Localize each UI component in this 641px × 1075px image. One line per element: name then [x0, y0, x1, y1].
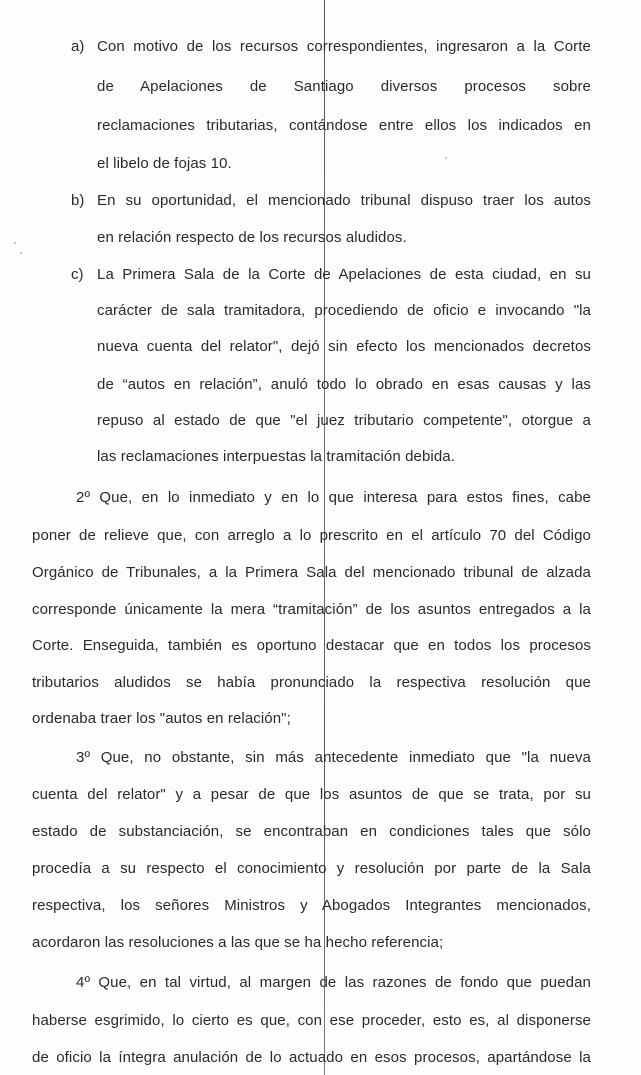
text-line: reclamaciones tributarias, contándose entre ellos los indicados en	[97, 117, 591, 134]
text-line: poner de relieve que, con arreglo a lo prescrito en el artículo 70 del Código	[32, 527, 591, 544]
text-line: cuenta del relator" y a pesar de que los asuntos de que se trata, por su	[32, 786, 591, 803]
text-line: carácter de sala tramitadora, procediendo de oficio e invocando "la	[97, 302, 591, 319]
text-line: el libelo de fojas 10.	[97, 155, 232, 172]
text-line: nueva cuenta del relator", dejó sin efecto los mencionados decretos	[97, 338, 591, 355]
text-line: estado de substanciación, se encontraban en condiciones tales que sólo	[32, 823, 591, 840]
text-line: de “autos en relación”, anuló todo lo obrado en esas causas y las	[97, 376, 591, 393]
text-line: haberse esgrimido, lo cierto es que, con ese proceder, esto es, al disponerse	[32, 1012, 591, 1029]
text-line: La Primera Sala de la Corte de Apelaciones de esta ciudad, en su	[97, 266, 591, 283]
list-marker: c)	[71, 266, 84, 283]
text-line: Orgánico de Tribunales, a la Primera Sala del mencionado tribunal de alzada	[32, 564, 591, 581]
scan-speck	[14, 242, 16, 244]
list-marker: a)	[71, 38, 85, 55]
text-line: procedía a su respecto el conocimiento y resolución por parte de la Sala	[32, 860, 591, 877]
text-line: respectiva, los señores Ministros y Abogados Integrantes mencionados,	[32, 897, 591, 914]
text-line: En su oportunidad, el mencionado tribunal dispuso traer los autos	[97, 192, 591, 209]
scan-speck	[445, 157, 447, 159]
text-line: 3º Que, no obstante, sin más antecedente inmediato que "la nueva	[76, 749, 591, 766]
text-line: repuso al estado de que "el juez tributario competente", otorgue a	[97, 412, 591, 429]
text-line: 2º Que, en lo inmediato y en lo que interesa para estos fines, cabe	[76, 489, 591, 506]
text-line: de Apelaciones de Santiago diversos procesos sobre	[97, 78, 591, 95]
text-line: en relación respecto de los recursos aludidos.	[97, 229, 407, 246]
scan-speck	[20, 252, 22, 254]
text-line: corresponde únicamente la mera “tramitación” de los asuntos entregados a la	[32, 601, 591, 618]
text-line: acordaron las resoluciones a las que se ha hecho referencia;	[32, 934, 444, 951]
text-line: ordenaba traer los "autos en relación";	[32, 710, 291, 727]
text-line: 4º Que, en tal virtud, al margen de las razones de fondo que puedan	[76, 974, 591, 991]
text-line: tributarios aludidos se había pronunciado la respectiva resolución que	[32, 674, 591, 691]
text-line: de oficio la íntegra anulación de lo actuado en esos procesos, apartándose la	[32, 1049, 591, 1066]
text-line: las reclamaciones interpuestas la tramitación debida.	[97, 448, 455, 465]
list-marker: b)	[71, 192, 85, 209]
text-line: Con motivo de los recursos correspondientes, ingresaron a la Corte	[97, 38, 591, 55]
text-line: Corte. Enseguida, también es oportuno destacar que en todos los procesos	[32, 637, 591, 654]
